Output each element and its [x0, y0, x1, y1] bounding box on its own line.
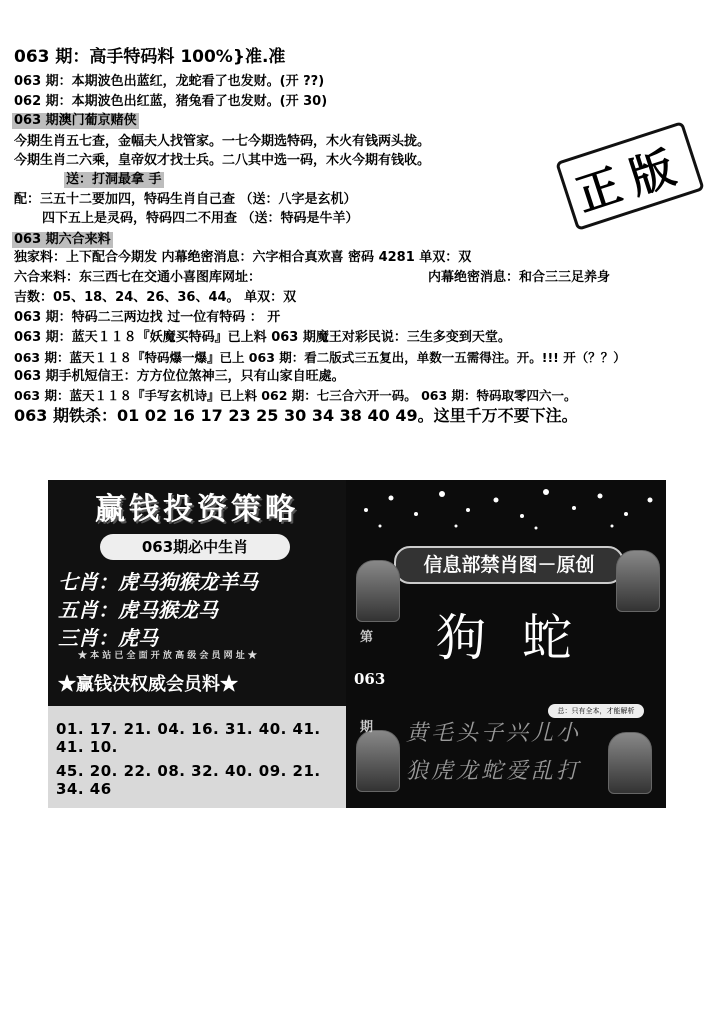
numbers-row: 01. 17. 21. 04. 16. 31. 40. 41. 41. 10. [56, 720, 321, 756]
poem-line: 狼虎龙蛇爱乱打 [406, 759, 582, 784]
numbers-row: 45. 20. 22. 08. 32. 40. 09. 21. 34. 46 [56, 762, 321, 798]
panel-banner: 信息部禁肖图－原创 [394, 546, 624, 584]
text-line: 063 期：本期波色出蓝红，龙蛇看了也发财。(开 ??) [14, 74, 325, 89]
panel-badge: 063期必中生肖 [100, 534, 290, 560]
zodiac-line: 三肖：虎马 [58, 626, 158, 650]
zodiac-line: 五肖：虎马猴龙马 [58, 598, 218, 622]
right-image-panel [346, 480, 666, 808]
header-title: 063 期：高手特码料 100%}准.准 [14, 47, 286, 67]
text-line: 今期生肖二六乘，皇帝奴才找士兵。二八其中选一码，木火今期有钱收。 [14, 153, 431, 168]
text-line: 配：三五十二要加四，特码生肖自己查 （送：八字是玄机） [14, 192, 357, 207]
text-line: 063 期：蓝天１１８『手写玄机诗』已上料 062 期：七三合六开一码。 063 期：特码取零四六一。 [14, 388, 577, 403]
portrait-icon [616, 550, 660, 612]
left-image-panel [48, 480, 346, 808]
text-line: 送：打洞最拿 手 [66, 172, 162, 187]
side-text: 第 [360, 630, 374, 645]
section-heading: 063 期六合来料 [14, 232, 111, 247]
text-line: 内幕绝密消息：和合三三足养身 [428, 270, 611, 285]
genuine-stamp: 正版 [555, 121, 705, 231]
portrait-icon [356, 730, 400, 792]
tagline: 总：只有全本，才能解析 [548, 704, 644, 718]
numbers-box [48, 706, 346, 808]
section-heading: 063 期澳门葡京赌侠 [14, 113, 137, 128]
text-line: 四下五上是灵码，特码四二不用查 （送：特码是牛羊） [42, 211, 359, 226]
portrait-icon [608, 732, 652, 794]
panel-title: 赢钱投资策略 [95, 492, 299, 527]
text-line: 063 期：蓝天１１８『特码爆一爆』已上 063 期：看二版式三五复出，单数一五需得注。开。!!! 开（？？） [14, 350, 626, 365]
text-line: 063 期：蓝天１１８『妖魔买特码』已上料 063 期魔王对彩民说：三生多变到天堂。 [14, 330, 511, 345]
side-text: 期 [360, 720, 374, 735]
issue-number: 063 [354, 670, 386, 688]
text-line: 六合来料：东三西七在交通小喜图库网址： [14, 270, 262, 285]
text-line: 062 期：本期波色出红蓝，猪兔看了也发财。(开 30) [14, 94, 328, 109]
portrait-icon [356, 560, 400, 622]
text-line: 063 期：特码二三两边找 过一位有特码 ： 开 [14, 310, 281, 325]
text-line: 吉数：05、18、24、26、36、44。 单双：双 [14, 290, 297, 305]
text-line: 独家料：上下配合今期发 内幕绝密消息：六字相合真欢喜 密码 4281 单双：双 [14, 250, 472, 265]
small-note: ★ 本 站 已 全 面 开 放 高 级 会 员 网 址 ★ [78, 651, 257, 661]
member-line: ★赢钱决权威会员料★ [58, 674, 238, 695]
text-line: 今期生肖五七查，金幅夫人找管家。一七今期选特码，木火有钱两头拢。 [14, 134, 431, 149]
text-line: 063 期手机短信王：方方位位煞神三，只有山家自旺處。 [14, 369, 345, 384]
zodiac-line: 七肖：虎马狗猴龙羊马 [58, 570, 258, 594]
fireworks-decoration [346, 480, 666, 536]
zodiac-text: 狗蛇 [436, 609, 608, 667]
text-line: 063 期铁杀：01 02 16 17 23 25 30 34 38 40 49。这里千万不要下注。 [14, 406, 578, 425]
poem-line: 黄毛头子兴儿小 [406, 721, 582, 746]
